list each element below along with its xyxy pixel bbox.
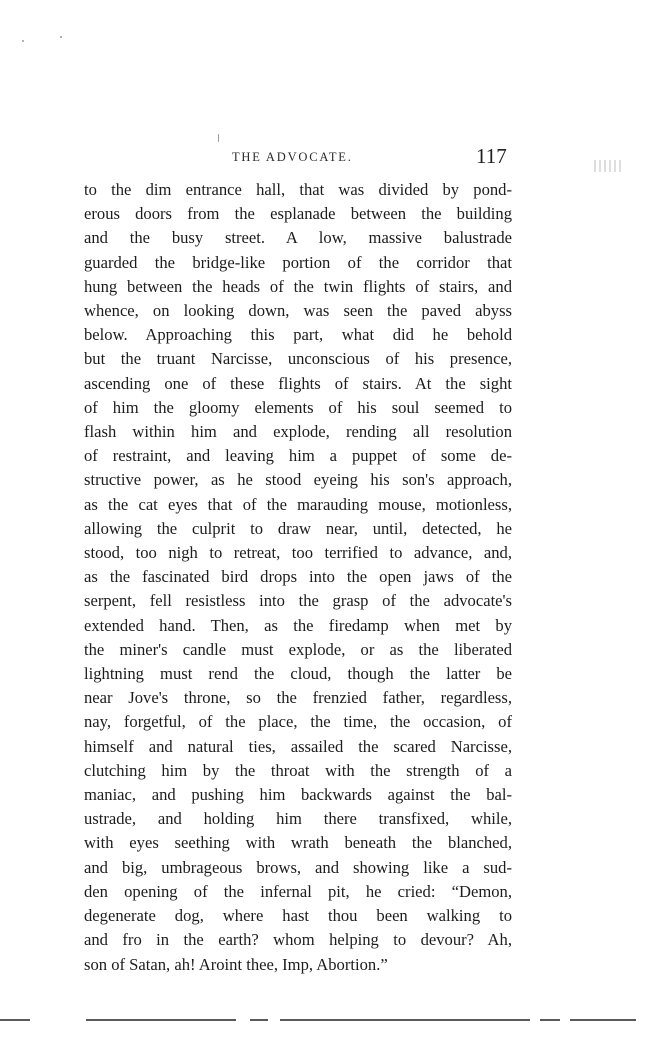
text-line: allowing the culprit to draw near, until, detected, he <box>84 518 512 538</box>
text-line: below. Approaching this part, what did he behold <box>84 325 512 345</box>
text-line: erous doors from the esplanade between the building <box>84 204 512 224</box>
text-line: maniac, and pushing him backwards against the bal- <box>84 785 512 805</box>
text-line: and the busy street. A low, massive balustrade <box>84 228 512 248</box>
page-number: 117 <box>476 144 507 168</box>
text-line: as the cat eyes that of the marauding mouse, motionless, <box>84 494 512 514</box>
running-title: THE ADVOCATE. <box>232 150 353 164</box>
page-header <box>0 144 650 174</box>
text-line: ascending one of these flights of stairs. At the sight <box>84 373 512 393</box>
text-line: serpent, fell resistless into the grasp of the advocate's <box>84 591 512 611</box>
text-line: den opening of the infernal pit, he cried: “Demon, <box>84 881 512 901</box>
text-line: guarded the bridge-like portion of the corridor that <box>84 252 512 272</box>
text-line: degenerate dog, where hast thou been walking to <box>84 906 512 926</box>
paper-speck <box>22 40 24 42</box>
text-line: ustrade, and holding him there transfixed, while, <box>84 809 512 829</box>
paper-speck <box>60 36 62 38</box>
text-line: the miner's candle must explode, or as the liberated <box>84 639 512 659</box>
text-line: as the fascinated bird drops into the open jaws of the <box>84 567 512 587</box>
text-line: near Jove's throne, so the frenzied father, regardless, <box>84 688 512 708</box>
text-line: but the truant Narcisse, unconscious of his presence, <box>84 349 512 369</box>
text-line: flash within him and explode, rending all resolution <box>84 422 512 442</box>
text-line: lightning must rend the cloud, though the latter be <box>84 664 512 684</box>
text-line: and big, umbrageous brows, and showing like a sud- <box>84 857 512 877</box>
text-line: of him the gloomy elements of his soul seemed to <box>84 397 512 417</box>
text-line: of restraint, and leaving him a puppet of some de- <box>84 446 512 466</box>
text-line: himself and natural ties, assailed the scared Narcisse, <box>84 736 512 756</box>
text-line: whence, on looking down, was seen the paved abyss <box>84 301 512 321</box>
body-text <box>84 178 512 977</box>
text-line: nay, forgetful, of the place, the time, the occasion, of <box>84 712 512 732</box>
text-line: extended hand. Then, as the firedamp when met by <box>84 615 512 635</box>
text-line: stood, too nigh to retreat, too terrified to advance, and, <box>84 543 512 563</box>
text-line: to the dim entrance hall, that was divided by pond- <box>84 180 512 199</box>
footer-rule <box>0 1019 640 1023</box>
text-line: son of Satan, ah! Aroint thee, Imp, Abortion.” <box>84 954 388 974</box>
text-line: and fro in the earth? whom helping to devour? Ah, <box>84 930 512 950</box>
text-line: structive power, as he stood eyeing his son's approach, <box>84 470 512 490</box>
text-line: hung between the heads of the twin flights of stairs, and <box>84 276 512 296</box>
text-line: clutching him by the throat with the strength of a <box>84 760 512 780</box>
paper-speck <box>218 134 219 142</box>
text-line: with eyes seething with wrath beneath the blanched, <box>84 833 512 853</box>
